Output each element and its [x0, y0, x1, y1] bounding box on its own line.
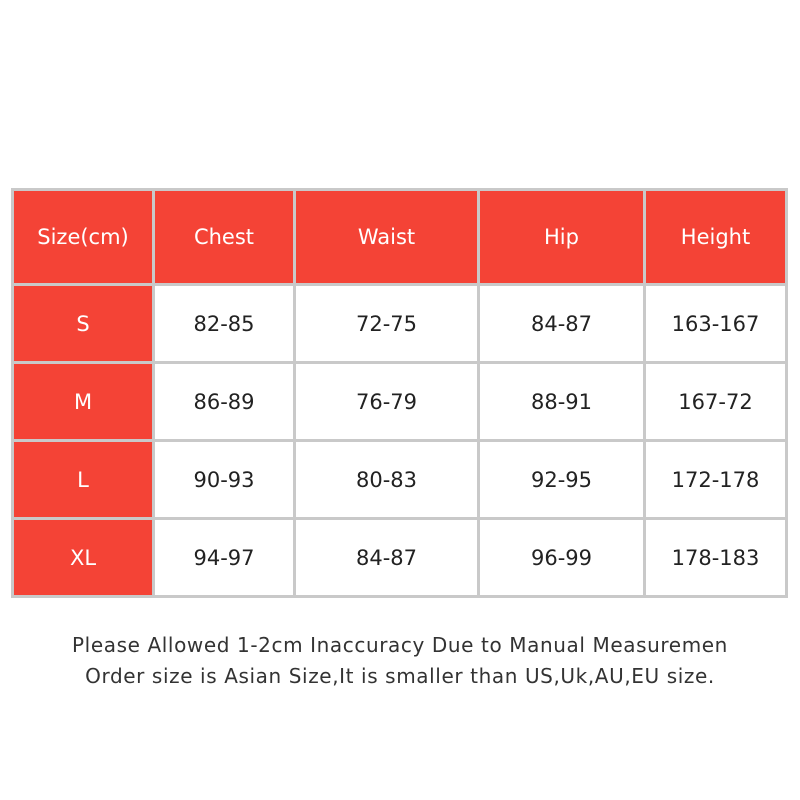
table-row	[13, 519, 787, 597]
waist-value: 80-83	[295, 441, 479, 519]
size-label: M	[13, 363, 154, 441]
header-row	[13, 190, 787, 285]
header-waist: Waist	[295, 190, 479, 285]
height-value: 172-178	[645, 441, 787, 519]
table-row	[13, 441, 787, 519]
chest-value: 90-93	[154, 441, 295, 519]
asian-size-note: Order size is Asian Size,It is smaller than US,Uk,AU,EU size.	[85, 664, 715, 688]
size-label: S	[13, 285, 154, 363]
header-chest: Chest	[154, 190, 295, 285]
header-size: Size(cm)	[13, 190, 154, 285]
size-chart-table	[11, 188, 788, 598]
size-label: XL	[13, 519, 154, 597]
waist-value: 72-75	[295, 285, 479, 363]
hip-value: 88-91	[479, 363, 645, 441]
accuracy-note: Please Allowed 1-2cm Inaccuracy Due to Manual Measuremen	[72, 633, 728, 657]
header-hip: Hip	[479, 190, 645, 285]
waist-value: 84-87	[295, 519, 479, 597]
height-value: 163-167	[645, 285, 787, 363]
waist-value: 76-79	[295, 363, 479, 441]
height-value: 167-72	[645, 363, 787, 441]
header-height: Height	[645, 190, 787, 285]
hip-value: 96-99	[479, 519, 645, 597]
height-value: 178-183	[645, 519, 787, 597]
chest-value: 82-85	[154, 285, 295, 363]
table-row	[13, 363, 787, 441]
size-label: L	[13, 441, 154, 519]
hip-value: 92-95	[479, 441, 645, 519]
hip-value: 84-87	[479, 285, 645, 363]
table-row	[13, 285, 787, 363]
chest-value: 94-97	[154, 519, 295, 597]
size-notes	[0, 630, 800, 692]
chest-value: 86-89	[154, 363, 295, 441]
